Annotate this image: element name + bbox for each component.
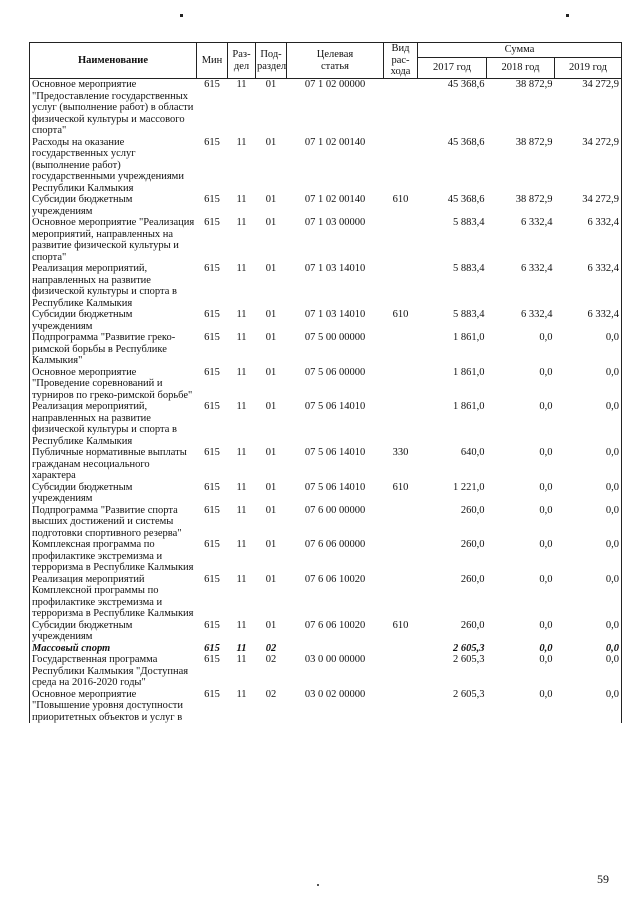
row-2018-cell: 0,0 (539, 401, 553, 412)
row-2019-cell: 6 332,4 (555, 309, 622, 332)
row-2017-cell: 640,0 (460, 447, 485, 458)
row-razdel-cell: 11 (236, 136, 247, 148)
row-target-cell: 07 5 06 14010 (304, 401, 366, 412)
row-vid-cell (384, 505, 418, 540)
row-2019-cell: 0,0 (555, 447, 622, 482)
row-2018-cell: 6 332,4 (521, 309, 553, 320)
row-razdel-cell: 11 (236, 481, 247, 493)
row-2018-cell: 0,0 (539, 619, 553, 631)
table-row (30, 689, 622, 724)
row-vid-cell (384, 574, 418, 620)
row-podrazdel-cell: 01 (265, 619, 277, 631)
row-min-cell: 615 (204, 366, 220, 378)
col-sum-header: Сумма (418, 43, 622, 58)
row-name-cell: Расходы на оказание государственных услуг (выполнение работ) государственными учреждениями Республики Калмыкия (30, 137, 197, 195)
row-podrazdel-cell: 01 (265, 481, 277, 493)
row-min-cell: 615 (204, 447, 220, 458)
row-podrazdel-cell: 01 (265, 309, 277, 320)
row-vid-cell (384, 79, 418, 137)
row-vid-cell (384, 137, 418, 195)
row-vid-cell (384, 654, 418, 689)
row-2018-cell: 0,0 (539, 447, 553, 458)
table-row (30, 620, 622, 643)
row-razdel-cell: 11 (236, 401, 247, 412)
row-2019-cell: 0,0 (555, 367, 622, 402)
row-podrazdel-cell: 02 (265, 642, 277, 654)
row-2018-cell: 0,0 (539, 366, 553, 378)
row-vid-cell (384, 643, 418, 655)
row-podrazdel-cell: 01 (265, 401, 277, 412)
row-min-cell: 615 (204, 194, 220, 205)
row-razdel-cell: 11 (236, 217, 247, 228)
row-2017-cell: 45 368,6 (447, 79, 485, 90)
row-2017-cell: 1 221,0 (453, 481, 485, 493)
row-min-cell: 615 (204, 539, 220, 550)
row-name-cell: Подпрограмма "Развитие спорта высших достижений и системы подготовки спортивного резерва" (30, 505, 197, 540)
row-razdel-cell: 11 (236, 366, 247, 378)
row-min-cell: 615 (204, 263, 220, 274)
scan-mark-right (566, 14, 569, 17)
row-target-cell: 03 0 00 00000 (304, 654, 366, 665)
row-name-cell: Субсидии бюджетным учреждениям (30, 620, 197, 643)
row-min-cell: 615 (204, 642, 220, 654)
row-podrazdel-cell: 01 (265, 79, 277, 90)
row-2019-cell: 34 272,9 (555, 79, 622, 137)
row-2017-cell: 5 883,4 (453, 263, 485, 274)
row-min-cell: 615 (204, 79, 220, 90)
row-vid-cell (384, 689, 418, 724)
row-min-cell: 615 (204, 136, 220, 148)
row-2019-cell: 6 332,4 (555, 263, 622, 309)
row-razdel-cell: 11 (236, 539, 247, 550)
col-2019-header: 2019 год (555, 58, 622, 79)
row-2017-cell: 1 861,0 (453, 332, 485, 343)
row-2018-cell: 0,0 (539, 332, 553, 343)
row-target-cell: 07 6 06 10020 (304, 619, 366, 631)
row-2017-cell: 260,0 (460, 619, 485, 631)
row-2018-cell: 38 872,9 (515, 194, 553, 205)
row-2018-cell: 38 872,9 (515, 136, 553, 148)
row-2019-cell: 0,0 (555, 332, 622, 367)
row-podrazdel-cell: 01 (265, 217, 277, 228)
row-2019-cell: 0,0 (555, 401, 622, 447)
row-2018-cell: 0,0 (539, 688, 553, 700)
row-2018-cell: 0,0 (539, 573, 553, 585)
row-razdel-cell: 11 (236, 654, 247, 665)
row-name-cell: Субсидии бюджетным учреждениям (30, 194, 197, 217)
row-target-cell: 07 5 06 00000 (304, 366, 366, 378)
col-min-header: Мин (197, 43, 228, 79)
table-row (30, 217, 622, 263)
row-podrazdel-cell: 01 (265, 194, 277, 205)
row-2017-cell: 2 605,3 (453, 642, 485, 654)
scan-mark-left (180, 14, 183, 17)
row-podrazdel-cell: 01 (265, 332, 277, 343)
row-podrazdel-cell: 01 (265, 539, 277, 550)
row-target-cell: 03 0 02 00000 (304, 688, 366, 700)
row-2017-cell: 260,0 (460, 573, 485, 585)
row-target-cell: 07 1 02 00140 (304, 194, 366, 205)
col-razdel-header: Раз- дел (228, 43, 256, 79)
row-razdel-cell: 11 (236, 619, 247, 631)
row-target-cell: 07 1 03 14010 (304, 263, 366, 274)
row-podrazdel-cell: 01 (265, 504, 277, 516)
row-vid-cell (384, 401, 418, 447)
row-2019-cell: 0,0 (555, 482, 622, 505)
row-2017-cell: 1 861,0 (453, 401, 485, 412)
row-2019-cell: 0,0 (555, 654, 622, 689)
row-2019-cell: 0,0 (555, 539, 622, 574)
row-2017-cell: 1 861,0 (453, 366, 485, 378)
row-razdel-cell: 11 (236, 263, 247, 274)
row-name-cell: Массовый спорт (30, 643, 197, 655)
row-2019-cell: 6 332,4 (555, 217, 622, 263)
row-2018-cell: 38 872,9 (515, 79, 553, 90)
table-row (30, 194, 622, 217)
row-min-cell: 615 (204, 619, 220, 631)
row-razdel-cell: 11 (236, 447, 247, 458)
row-podrazdel-cell: 01 (265, 366, 277, 378)
row-name-cell: Основное мероприятие "Реализация мероприятий, направленных на развитие физической культуры и спорта" (30, 217, 197, 263)
scan-dot (317, 884, 319, 886)
row-2018-cell: 0,0 (539, 654, 553, 665)
table-row (30, 447, 622, 482)
row-target-cell (287, 643, 384, 655)
row-target-cell: 07 6 06 10020 (304, 573, 366, 585)
row-min-cell: 615 (204, 688, 220, 700)
row-name-cell: Реализация мероприятий Комплексной программы по профилактике экстремизма и терроризма в Республике Калмыкия (30, 574, 197, 620)
row-name-cell: Публичные нормативные выплаты гражданам несоциального характера (30, 447, 197, 482)
row-2019-cell: 0,0 (555, 643, 622, 655)
row-2018-cell: 0,0 (539, 539, 553, 550)
row-razdel-cell: 11 (236, 332, 247, 343)
row-vid-cell: 610 (392, 309, 409, 320)
table-row (30, 505, 622, 540)
row-2017-cell: 2 605,3 (453, 688, 485, 700)
row-vid-cell: 610 (392, 481, 409, 493)
row-2017-cell: 260,0 (460, 539, 485, 550)
row-target-cell: 07 6 06 00000 (304, 539, 366, 550)
row-vid-cell: 330 (392, 447, 409, 458)
row-vid-cell (384, 332, 418, 367)
row-min-cell: 615 (204, 217, 220, 228)
row-2019-cell: 34 272,9 (555, 194, 622, 217)
row-2018-cell: 0,0 (539, 642, 553, 654)
row-2017-cell: 45 368,6 (447, 194, 485, 205)
row-2019-cell: 0,0 (555, 574, 622, 620)
row-name-cell: Основное мероприятие "Предоставление государственных услуг (выполнение работ) в области физической культуры и массового спорта" (30, 79, 197, 137)
row-name-cell: Комплексная программа по профилактике экстремизма и терроризма в Республике Калмыкия (30, 539, 197, 574)
row-vid-cell (384, 263, 418, 309)
row-name-cell: Основное мероприятие "Повышение уровня доступности приоритетных объектов и услуг в (30, 689, 197, 724)
row-min-cell: 615 (204, 309, 220, 320)
row-2018-cell: 6 332,4 (521, 217, 553, 228)
row-name-cell: Основное мероприятие "Проведение соревнований и турниров по греко-римской борьбе" (30, 367, 197, 402)
table-row (30, 332, 622, 367)
row-vid-cell (384, 367, 418, 402)
row-razdel-cell: 11 (236, 573, 247, 585)
table-row (30, 79, 622, 137)
table-header (30, 43, 622, 79)
row-2017-cell: 5 883,4 (453, 217, 485, 228)
row-2018-cell: 6 332,4 (521, 263, 553, 274)
table-row (30, 309, 622, 332)
row-target-cell: 07 1 02 00140 (304, 136, 366, 148)
row-name-cell: Реализация мероприятий, направленных на развитие физической культуры и спорта в Республике Калмыкия (30, 401, 197, 447)
row-min-cell: 615 (204, 654, 220, 665)
row-target-cell: 07 5 06 14010 (304, 481, 366, 493)
row-podrazdel-cell: 01 (265, 447, 277, 458)
row-razdel-cell: 11 (236, 194, 247, 205)
row-target-cell: 07 1 03 14010 (304, 309, 366, 320)
row-vid-cell: 610 (392, 619, 409, 631)
table-row (30, 263, 622, 309)
table-row (30, 643, 622, 655)
row-name-cell: Субсидии бюджетным учреждениям (30, 482, 197, 505)
row-podrazdel-cell: 02 (265, 688, 277, 700)
row-2018-cell: 0,0 (539, 481, 553, 493)
col-vid-header: Вид рас- хода (384, 43, 418, 79)
table-row (30, 654, 622, 689)
row-2018-cell: 0,0 (539, 504, 553, 516)
row-razdel-cell: 11 (236, 642, 247, 654)
row-podrazdel-cell: 01 (265, 263, 277, 274)
table-row (30, 401, 622, 447)
row-2017-cell: 5 883,4 (453, 309, 485, 320)
row-2017-cell: 2 605,3 (453, 654, 485, 665)
row-2017-cell: 260,0 (460, 504, 485, 516)
row-razdel-cell: 11 (236, 688, 247, 700)
row-target-cell: 07 5 00 00000 (304, 332, 366, 343)
row-min-cell: 615 (204, 504, 220, 516)
col-podrazdel-header: Под- раздел (256, 43, 287, 79)
row-vid-cell: 610 (392, 194, 409, 205)
row-razdel-cell: 11 (236, 504, 247, 516)
row-podrazdel-cell: 01 (265, 573, 277, 585)
table-row (30, 367, 622, 402)
page-number: 59 (597, 872, 609, 886)
row-min-cell: 615 (204, 401, 220, 412)
row-min-cell: 615 (204, 332, 220, 343)
table-row (30, 539, 622, 574)
row-target-cell: 07 1 03 00000 (304, 217, 366, 228)
row-razdel-cell: 11 (236, 309, 247, 320)
row-target-cell: 07 1 02 00000 (304, 79, 366, 90)
row-name-cell: Подпрограмма "Развитие греко-римской борьбы в Республике Калмыкия" (30, 332, 197, 367)
row-target-cell: 07 6 00 00000 (304, 504, 366, 516)
row-name-cell: Субсидии бюджетным учреждениям (30, 309, 197, 332)
table-row (30, 574, 622, 620)
col-2018-header: 2018 год (487, 58, 555, 79)
col-target-header: Целевая статья (287, 43, 384, 79)
row-razdel-cell: 11 (236, 79, 247, 90)
row-podrazdel-cell: 02 (265, 654, 277, 665)
budget-table (29, 42, 622, 723)
table-row (30, 482, 622, 505)
row-2017-cell: 45 368,6 (447, 136, 485, 148)
row-2019-cell: 0,0 (555, 505, 622, 540)
col-name-header: Наименование (30, 43, 197, 79)
row-min-cell: 615 (204, 573, 220, 585)
table-row (30, 137, 622, 195)
row-podrazdel-cell: 01 (265, 136, 277, 148)
row-vid-cell (384, 539, 418, 574)
col-2017-header: 2017 год (418, 58, 487, 79)
row-target-cell: 07 5 06 14010 (304, 447, 366, 458)
row-2019-cell: 34 272,9 (555, 137, 622, 195)
row-name-cell: Государственная программа Республики Калмыкия "Доступная среда на 2016-2020 годы" (30, 654, 197, 689)
row-vid-cell (384, 217, 418, 263)
row-name-cell: Реализация мероприятий, направленных на развитие физической культуры и спорта в Республике Калмыкия (30, 263, 197, 309)
table-body (30, 79, 622, 724)
row-2019-cell: 0,0 (555, 620, 622, 643)
row-min-cell: 615 (204, 481, 220, 493)
row-2019-cell: 0,0 (555, 689, 622, 724)
